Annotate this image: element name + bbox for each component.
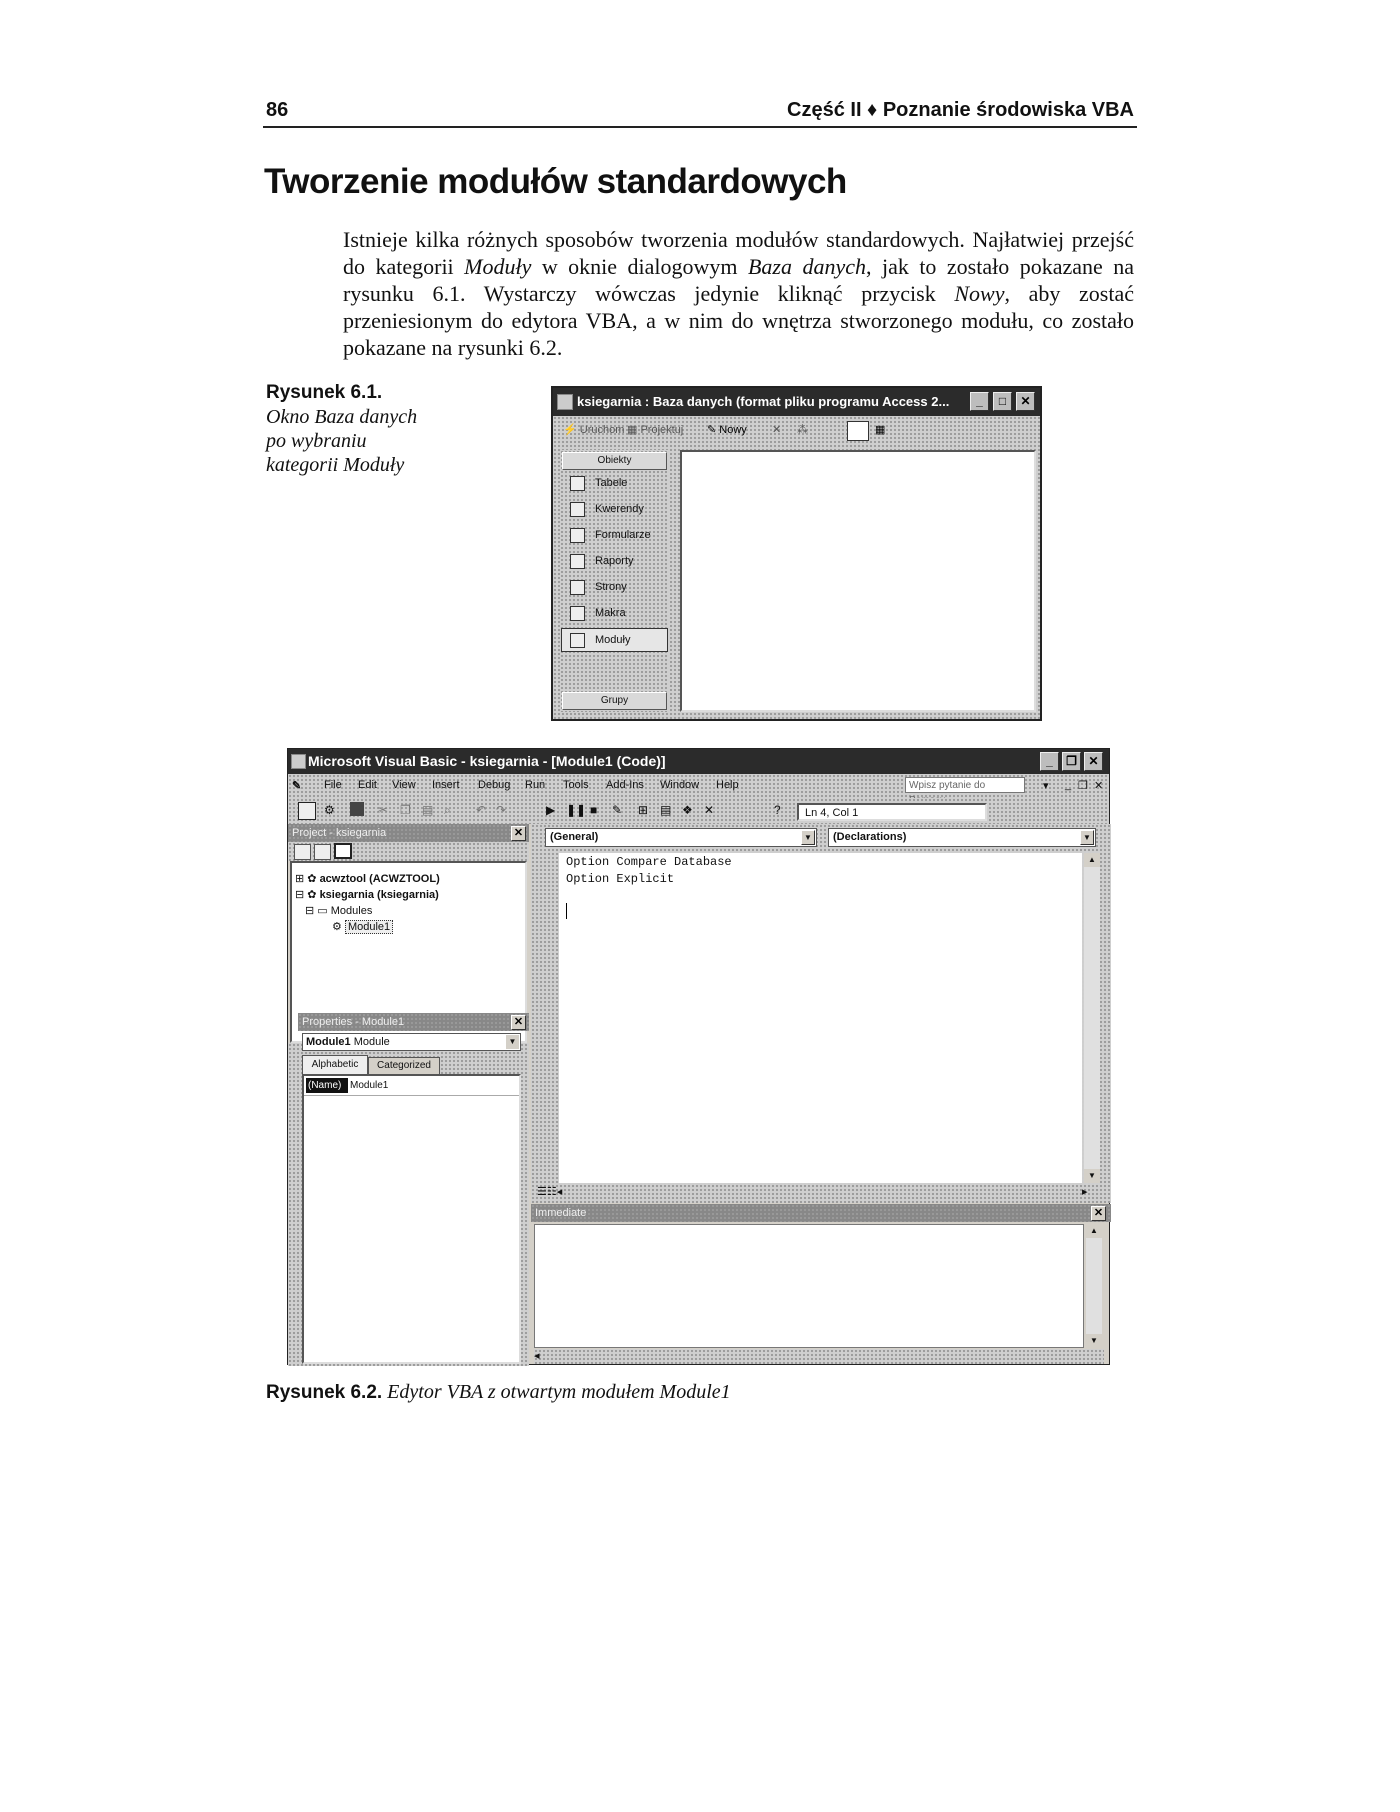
object-label: Kwerendy: [595, 503, 644, 515]
reset-icon[interactable]: ■: [590, 803, 598, 817]
details-view-icon[interactable]: ▦: [875, 424, 886, 436]
cursor-position: Ln 4, Col 1: [797, 803, 987, 821]
chevron-down-icon[interactable]: ▼: [801, 830, 815, 845]
restore-button[interactable]: ❐: [1062, 752, 1081, 771]
object-label: Makra: [595, 607, 626, 619]
paste-icon[interactable]: ▤: [422, 803, 434, 817]
view-code-icon[interactable]: [294, 844, 311, 860]
mdi-minimize-icon[interactable]: _: [1065, 779, 1072, 791]
immediate-close-button[interactable]: ✕: [1091, 1206, 1106, 1221]
window-title: Microsoft Visual Basic - ksiegarnia - [Module1 (Code)]: [308, 753, 666, 769]
scroll-down-icon[interactable]: ▼: [1084, 1169, 1100, 1183]
paragraph-text: w oknie dialogowym: [531, 254, 748, 279]
run-button[interactable]: ⚡ Uruchom: [563, 424, 625, 436]
combo-value: (General): [550, 831, 599, 843]
save-icon[interactable]: [350, 802, 364, 816]
find-icon[interactable]: ⌕: [444, 803, 451, 817]
project-toolbar: [288, 842, 529, 861]
help-search-input[interactable]: Wpisz pytanie do: [905, 777, 1025, 793]
database-toolbar: [557, 420, 1035, 442]
vba-editor-window: [287, 748, 1110, 1365]
tab-alphabetic[interactable]: Alphabetic: [302, 1055, 368, 1075]
properties-object-select[interactable]: [302, 1033, 521, 1051]
procedure-combo[interactable]: [828, 828, 1096, 847]
code-line: Option Compare Database: [566, 855, 732, 869]
running-header: Część II ♦ Poznanie środowiska VBA: [787, 99, 1134, 121]
figure1-caption: [266, 381, 456, 477]
objects-bar: [560, 450, 669, 712]
copy-icon[interactable]: ❐: [400, 803, 411, 817]
header-rule: [263, 126, 1137, 128]
close-button[interactable]: ✕: [1084, 752, 1103, 771]
object-modules[interactable]: [570, 629, 630, 651]
figure2-caption: [266, 1381, 731, 1404]
menu-add-ins[interactable]: Add-Ins: [606, 779, 644, 791]
paragraph-emphasis: Nowy: [954, 281, 1005, 306]
vba-app-icon: [291, 754, 306, 769]
database-window-titlebar: [553, 388, 1040, 416]
module-icon: [570, 633, 585, 648]
tree-label: ksiegarnia (ksiegarnia): [319, 889, 439, 901]
scroll-up-icon[interactable]: ▲: [1086, 1224, 1102, 1238]
object-combo[interactable]: [545, 828, 817, 847]
scroll-right-icon[interactable]: ▸: [1082, 1186, 1088, 1198]
vba-titlebar: [288, 749, 1109, 774]
redo-icon[interactable]: ↷: [496, 803, 507, 817]
object-forms[interactable]: [570, 524, 651, 546]
properties-pane-title: Properties - Module1: [298, 1013, 529, 1031]
code-editor[interactable]: [559, 853, 1082, 1183]
code-line: Option Explicit: [566, 872, 675, 886]
collapse-icon[interactable]: ⊟: [305, 905, 315, 917]
figure1-caption-line: kategorii Moduły: [266, 454, 405, 476]
combo-value: (Declarations): [833, 831, 907, 843]
scroll-left-icon[interactable]: ◂: [534, 1350, 540, 1362]
paragraph-text: , jak to zostało pokazane na rysunku 6.1. Wystarczy wówczas jedynie kliknąć przycisk: [343, 254, 1134, 306]
object-tables[interactable]: [570, 472, 627, 494]
object-list[interactable]: [680, 450, 1036, 712]
properties-close-button[interactable]: ✕: [511, 1015, 526, 1030]
object-label: Raporty: [595, 555, 634, 567]
properties-grid: [302, 1074, 521, 1364]
chevron-down-icon[interactable]: ▼: [506, 1035, 519, 1049]
paragraph-text: Istnieje kilka różnych sposobów tworzenia modułów standardowych. Najłatwiej przejść do kategorii: [343, 227, 1134, 279]
procedure-view-icon[interactable]: ☰: [537, 1186, 547, 1198]
property-name[interactable]: (Name): [306, 1078, 348, 1093]
figure2-caption-text: Edytor VBA z otwartym modułem Module1: [387, 1381, 731, 1403]
tree-item-modules[interactable]: [305, 904, 372, 917]
toggle-folders-icon[interactable]: [334, 843, 352, 859]
table-icon: [570, 476, 585, 491]
text-cursor: [566, 903, 567, 919]
maximize-button[interactable]: □: [993, 392, 1012, 411]
project-explorer-icon[interactable]: ⊞: [638, 803, 649, 817]
object-type: Module: [353, 1036, 390, 1048]
project-icon: ✿: [307, 889, 317, 901]
folder-icon: ▭: [317, 905, 328, 917]
list-view-icon[interactable]: [847, 421, 869, 441]
minimize-button[interactable]: _: [970, 392, 989, 411]
menu-edit[interactable]: Edit: [358, 779, 377, 791]
object-browser-icon[interactable]: ❖: [682, 803, 693, 817]
query-icon: [570, 502, 585, 517]
view-mode-buttons: [537, 1185, 581, 1200]
run-label: Uruchom: [579, 424, 625, 436]
object-label: Strony: [595, 581, 627, 593]
new-label: Nowy: [719, 424, 747, 436]
grid-line: [304, 1095, 519, 1096]
database-window: [551, 386, 1042, 721]
figure1-caption-label: Rysunek 6.1.: [266, 382, 383, 403]
cut-icon[interactable]: ✂: [378, 803, 389, 817]
design-mode-icon[interactable]: ✎: [612, 803, 623, 817]
paragraph-emphasis: Baza danych: [747, 254, 866, 279]
immediate-input[interactable]: [534, 1224, 1084, 1348]
view-object-icon[interactable]: [314, 844, 331, 860]
help-dropdown-icon[interactable]: ▾: [1043, 780, 1049, 792]
help-icon[interactable]: ?: [774, 803, 781, 817]
insert-module-icon[interactable]: ⚙: [324, 803, 335, 817]
module-icon: ⚙: [332, 921, 342, 933]
project-pane-title: Project - ksiegarnia: [288, 824, 529, 842]
tree-label: Module1: [345, 920, 393, 934]
scroll-down-icon[interactable]: ▼: [1086, 1334, 1102, 1348]
immediate-pane-title: Immediate: [531, 1204, 1111, 1222]
project-close-button[interactable]: ✕: [511, 826, 526, 841]
menu-insert[interactable]: Insert: [432, 779, 460, 791]
figure2-caption-label: Rysunek 6.2.: [266, 1382, 383, 1403]
object-label: Tabele: [595, 477, 628, 489]
immediate-hscrollbar[interactable]: [534, 1349, 1104, 1364]
collapse-icon[interactable]: ⊟: [295, 889, 305, 901]
design-label: Projektuj: [640, 424, 684, 436]
menu-debug[interactable]: Debug: [478, 779, 511, 791]
menu-view[interactable]: View: [392, 779, 416, 791]
chevron-down-icon[interactable]: ▼: [1080, 830, 1094, 845]
database-icon: [557, 394, 573, 410]
body-paragraph: [343, 226, 1134, 361]
objects-header[interactable]: Obiekty: [562, 452, 667, 470]
page-icon: [570, 580, 585, 595]
menu-window[interactable]: Window: [660, 779, 700, 791]
object-queries[interactable]: [570, 498, 644, 520]
run-icon[interactable]: ▶: [546, 803, 556, 817]
toolbox-icon[interactable]: ✕: [704, 803, 715, 817]
report-icon: [570, 554, 585, 569]
large-icons-icon[interactable]: ⁂: [797, 424, 808, 436]
expand-icon[interactable]: ⊞: [295, 873, 305, 885]
paragraph-emphasis: Moduły: [464, 254, 532, 279]
paragraph-text: , aby zostać przeniesionym do edytora VBA, a w nim do wnętrza stworzonego modułu, co zostało pokazane na rysunki 6.2.: [343, 281, 1134, 360]
undo-icon[interactable]: ↶: [476, 803, 487, 817]
scroll-left-icon[interactable]: ◂: [556, 1186, 563, 1198]
scroll-up-icon[interactable]: ▲: [1084, 853, 1100, 867]
figure1-caption-line: Okno Baza danych: [266, 406, 418, 428]
view-access-icon[interactable]: [298, 802, 316, 820]
object-pages[interactable]: [570, 576, 627, 598]
menu-file[interactable]: File: [324, 779, 342, 791]
tree-item-acwztool[interactable]: [295, 872, 440, 885]
section-title: Tworzenie modułów standardowych: [264, 162, 847, 201]
window-title: ksiegarnia : Baza danych (format pliku programu Access 2...: [577, 394, 950, 409]
object-macros[interactable]: [570, 602, 626, 624]
menu-tools[interactable]: Tools: [563, 779, 589, 791]
delete-icon[interactable]: ✕: [772, 424, 782, 436]
design-button[interactable]: ▦ Projektuj: [627, 424, 684, 436]
tree-label: acwztool (ACWZTOOL): [319, 873, 440, 885]
object-name: Module1: [306, 1036, 351, 1048]
menu-help[interactable]: Help: [716, 779, 739, 791]
property-value[interactable]: Module1: [350, 1080, 389, 1091]
break-icon[interactable]: ❚❚: [566, 803, 587, 817]
minimize-button[interactable]: _: [1040, 752, 1059, 771]
menu-run[interactable]: Run: [525, 779, 546, 791]
mdi-close-icon[interactable]: ✕: [1094, 780, 1104, 792]
figure1-caption-line: po wybraniu: [266, 430, 367, 452]
menu-bar: [288, 774, 1109, 798]
full-module-view-icon[interactable]: ☷: [546, 1186, 557, 1198]
module-menu-icon[interactable]: ✎: [292, 780, 302, 792]
close-button[interactable]: ✕: [1016, 392, 1035, 411]
properties-window-icon[interactable]: ▤: [660, 803, 672, 817]
object-label: Formularze: [595, 529, 651, 541]
new-button[interactable]: ✎ Nowy: [707, 424, 747, 436]
mdi-restore-icon[interactable]: ❐: [1078, 780, 1088, 792]
immediate-vscrollbar[interactable]: [1086, 1224, 1102, 1348]
tree-item-ksiegarnia[interactable]: [295, 888, 439, 901]
form-icon: [570, 528, 585, 543]
tree-item-module1[interactable]: [332, 920, 393, 933]
project-icon: ✿: [307, 873, 317, 885]
object-label: Moduły: [595, 634, 631, 646]
groups-header[interactable]: Grupy: [562, 692, 667, 710]
macro-icon: [570, 606, 585, 621]
code-vscrollbar[interactable]: [1084, 853, 1100, 1183]
tree-label: Modules: [330, 905, 373, 917]
tab-categorized[interactable]: Categorized: [368, 1057, 440, 1075]
page-number: 86: [266, 99, 289, 121]
object-reports[interactable]: [570, 550, 634, 572]
